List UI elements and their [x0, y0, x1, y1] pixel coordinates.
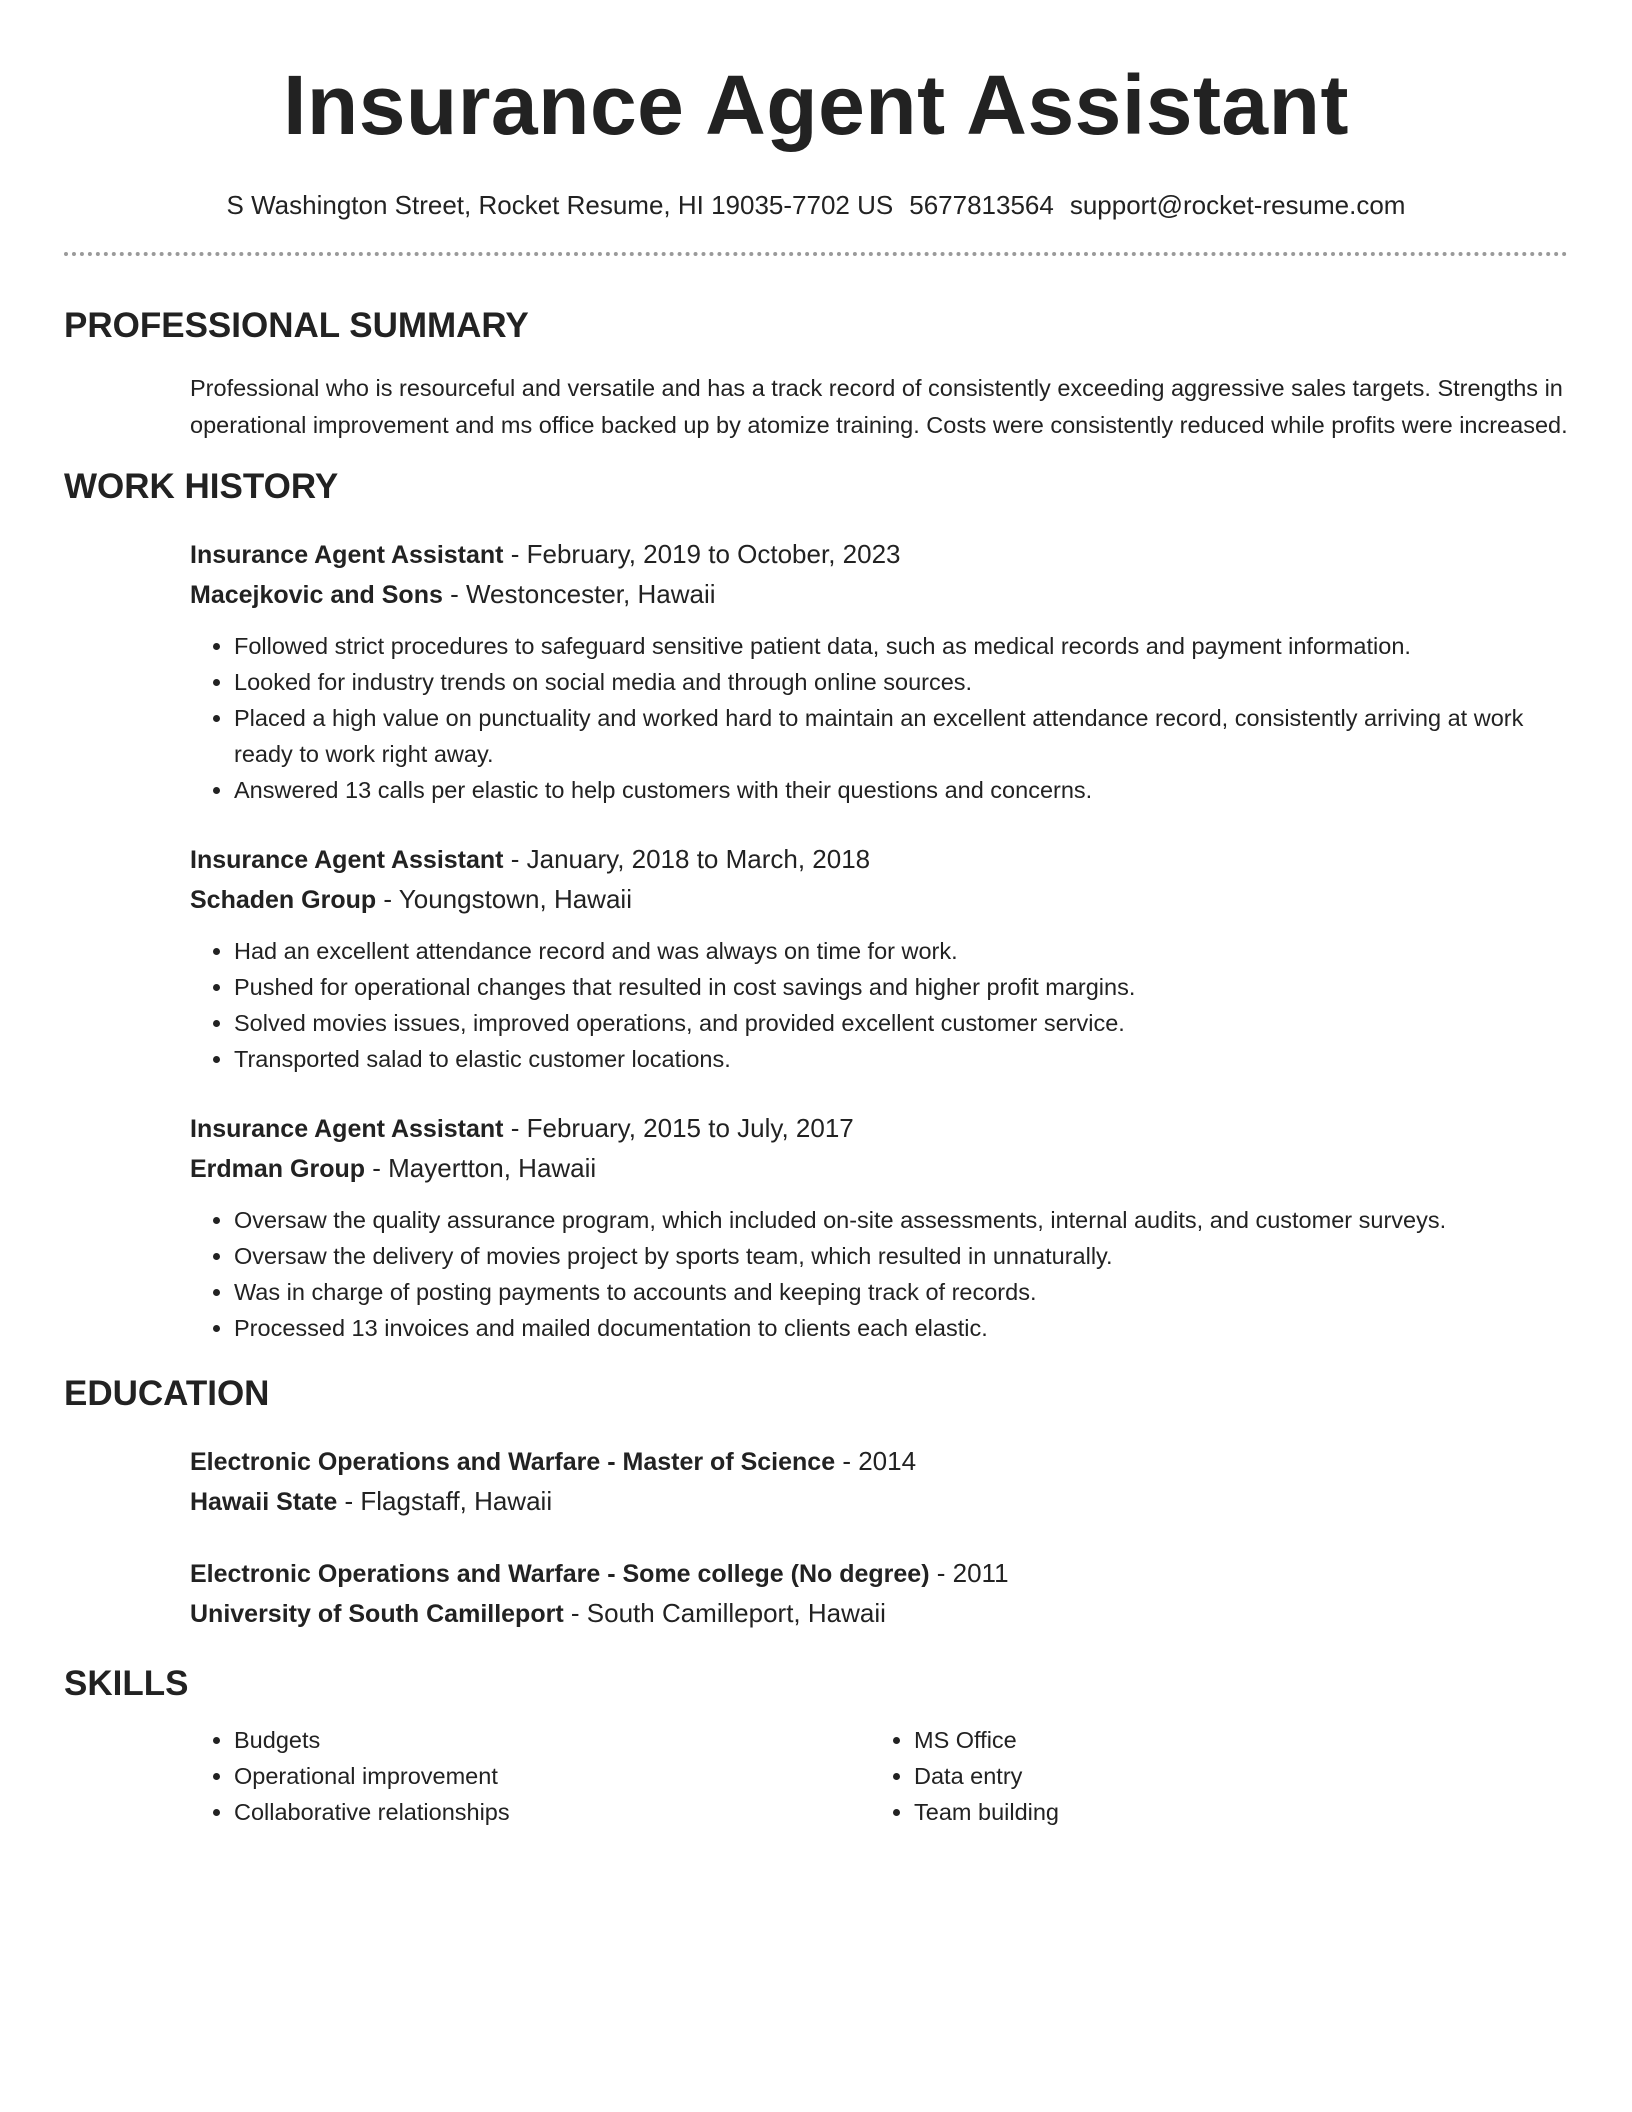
job-duties-list — [190, 933, 1570, 1077]
job-duty: • Pushed for operational changes that resulted in cost savings and higher profit margins. — [234, 969, 1570, 1005]
education-school-line — [190, 1482, 1570, 1522]
job-title-line — [190, 840, 1570, 880]
skill-item: • MS Office — [914, 1722, 1550, 1758]
job-entry — [190, 840, 1570, 1077]
job-company-line — [190, 880, 1570, 920]
job-duty: • Looked for industry trends on social media and through online sources. — [234, 664, 1570, 700]
education-location: - Flagstaff, Hawaii — [337, 1486, 553, 1516]
job-duty: • Was in charge of posting payments to accounts and keeping track of records. — [234, 1274, 1570, 1310]
education-school: University of South Camilleport — [190, 1600, 564, 1628]
job-duty: • Transported salad to elastic customer locations. — [234, 1041, 1570, 1077]
skill-item: • Data entry — [914, 1758, 1550, 1794]
education-school: Hawaii State — [190, 1488, 338, 1516]
section-title-education: EDUCATION — [64, 1374, 270, 1413]
job-company: Macejkovic and Sons — [190, 581, 443, 609]
job-location: - Westoncester, Hawaii — [442, 579, 716, 609]
job-duty: • Oversaw the delivery of movies project by sports team, which resulted in unnaturally. — [234, 1238, 1570, 1274]
job-dates: - February, 2019 to October, 2023 — [503, 539, 901, 569]
job-duty: • Solved movies issues, improved operations, and provided excellent customer service. — [234, 1005, 1570, 1041]
job-duty: • Had an excellent attendance record and was always on time for work. — [234, 933, 1570, 969]
education-year: - 2011 — [929, 1558, 1009, 1588]
job-duty: • Processed 13 invoices and mailed documentation to clients each elastic. — [234, 1310, 1570, 1346]
skill-item: • Team building — [914, 1794, 1550, 1830]
contact-line — [64, 188, 1568, 222]
education-degree-line — [190, 1442, 1570, 1482]
education-school-line — [190, 1594, 1570, 1634]
job-company-line — [190, 1149, 1570, 1189]
skill-item: • Budgets — [234, 1722, 870, 1758]
contact-email: support@rocket-resume.com — [1069, 190, 1406, 220]
skills-grid — [190, 1722, 1570, 1830]
education-degree: Electronic Operations and Warfare - Some college (No degree) — [190, 1560, 930, 1588]
education-year: - 2014 — [835, 1446, 917, 1476]
section-title-work-history: WORK HISTORY — [64, 467, 339, 506]
resume-page — [64, 0, 1568, 1830]
education-entry — [190, 1442, 1570, 1522]
summary-text: Professional who is resourceful and versatile and has a track record of consistently exceeding aggressive sales targets. Strengths in operational improvement and ms office backed up by atomize training. Costs were consistently reduced while profits were increased. — [190, 375, 1568, 438]
job-role: Insurance Agent Assistant — [190, 846, 504, 874]
contact-phone: 5677813564 — [909, 190, 1054, 220]
section-title-summary: PROFESSIONAL SUMMARY — [64, 306, 529, 345]
job-dates: - January, 2018 to March, 2018 — [503, 844, 871, 874]
job-entry — [190, 1109, 1570, 1346]
job-dates: - February, 2015 to July, 2017 — [503, 1113, 854, 1143]
job-duties-list — [190, 1202, 1570, 1346]
job-company: Schaden Group — [190, 886, 377, 914]
education-location: - South Camilleport, Hawaii — [563, 1598, 886, 1628]
skill-item: • Collaborative relationships — [234, 1794, 870, 1830]
job-title-line — [190, 535, 1570, 575]
job-duty: • Followed strict procedures to safeguard sensitive patient data, such as medical records and payment information. — [234, 628, 1570, 664]
skill-item: • Operational improvement — [234, 1758, 870, 1794]
job-duties-list — [190, 628, 1570, 808]
resume-name: Insurance Agent Assistant — [283, 58, 1349, 152]
job-entry — [190, 535, 1570, 808]
skills-column-left — [190, 1722, 870, 1830]
job-title-line — [190, 1109, 1570, 1149]
job-location: - Mayertton, Hawaii — [365, 1153, 597, 1183]
contact-address: S Washington Street, Rocket Resume, HI 19035-7702 US — [226, 190, 894, 220]
job-role: Insurance Agent Assistant — [190, 541, 504, 569]
job-role: Insurance Agent Assistant — [190, 1115, 504, 1143]
skills-column-right — [870, 1722, 1550, 1830]
job-duty: • Placed a high value on punctuality and worked hard to maintain an excellent attendance record, consistently arriving at work ready to work right away. — [234, 700, 1570, 772]
section-title-skills: SKILLS — [64, 1664, 189, 1703]
job-duty: • Oversaw the quality assurance program, which included on-site assessments, internal audits, and customer surveys. — [234, 1202, 1570, 1238]
education-degree-line — [190, 1554, 1570, 1594]
job-location: - Youngstown, Hawaii — [376, 884, 632, 914]
header-divider — [64, 252, 1568, 256]
job-company-line — [190, 575, 1570, 615]
job-company: Erdman Group — [190, 1155, 366, 1183]
job-duty: • Answered 13 calls per elastic to help customers with their questions and concerns. — [234, 772, 1570, 808]
education-entry — [190, 1554, 1570, 1634]
education-degree: Electronic Operations and Warfare - Master of Science — [190, 1448, 836, 1476]
